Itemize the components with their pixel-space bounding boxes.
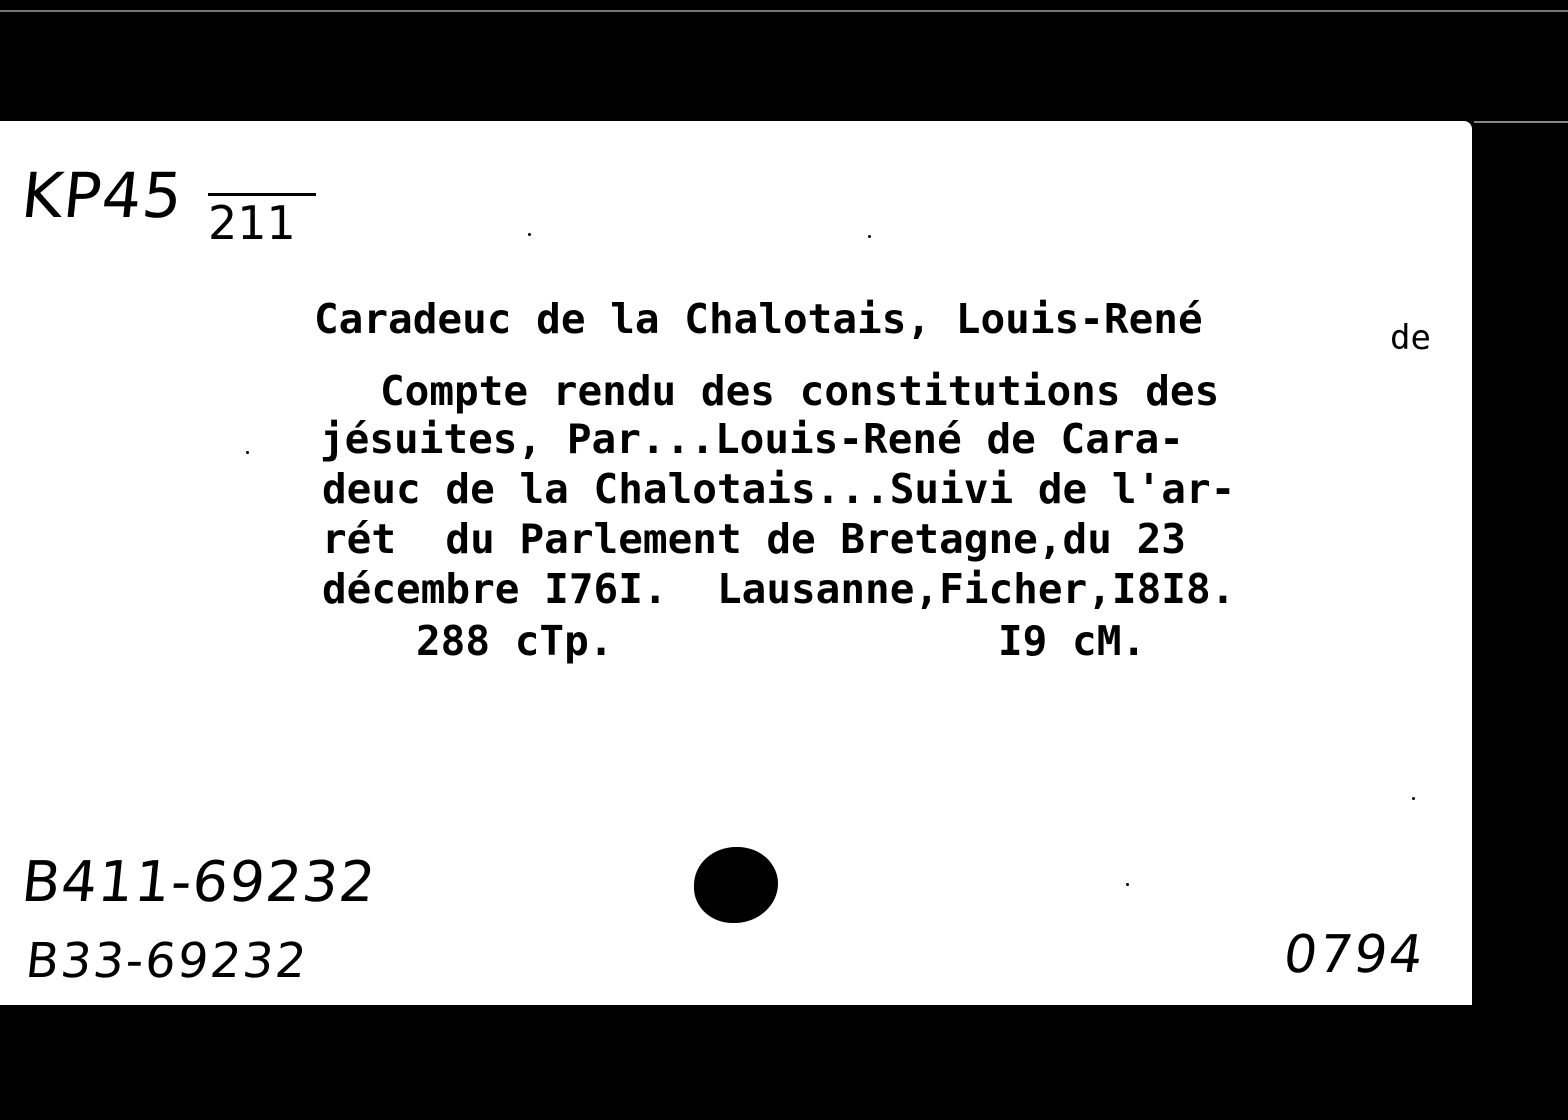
title-line-4: rét du Parlement de Bretagne,du 23 — [322, 515, 1186, 563]
imprint-line: décembre I76I. Lausanne,Ficher,I8I8. — [322, 565, 1236, 613]
call-number: KP45 — [18, 159, 187, 232]
accession-number-2: B33-69232 — [23, 933, 311, 989]
pagination: 288 cTp. — [416, 617, 614, 665]
author-heading-de: de — [1390, 318, 1431, 358]
dimensions: I9 cM. — [998, 617, 1147, 665]
dust-speck — [1412, 797, 1415, 800]
dust-speck — [1126, 883, 1129, 886]
accession-number-1: B411-69232 — [18, 850, 380, 915]
author-heading: Caradeuc de la Chalotais, Louis-René — [314, 295, 1203, 343]
scan-edge-line-right — [1474, 121, 1568, 123]
title-line-2: jésuites, Par...Louis-René de Cara- — [320, 415, 1184, 463]
title-line-3: deuc de la Chalotais...Suivi de l'ar- — [322, 465, 1236, 513]
dust-speck — [868, 235, 871, 238]
call-number-sub: 211 — [208, 193, 316, 246]
ink-blot — [694, 847, 778, 923]
title-line-1: Compte rendu des constitutions des — [380, 367, 1220, 415]
dust-speck — [528, 233, 531, 236]
catalog-card — [0, 121, 1472, 1005]
scan-edge-line — [0, 10, 1568, 12]
card-number: 0794 — [1279, 925, 1429, 985]
dust-speck — [246, 451, 249, 454]
